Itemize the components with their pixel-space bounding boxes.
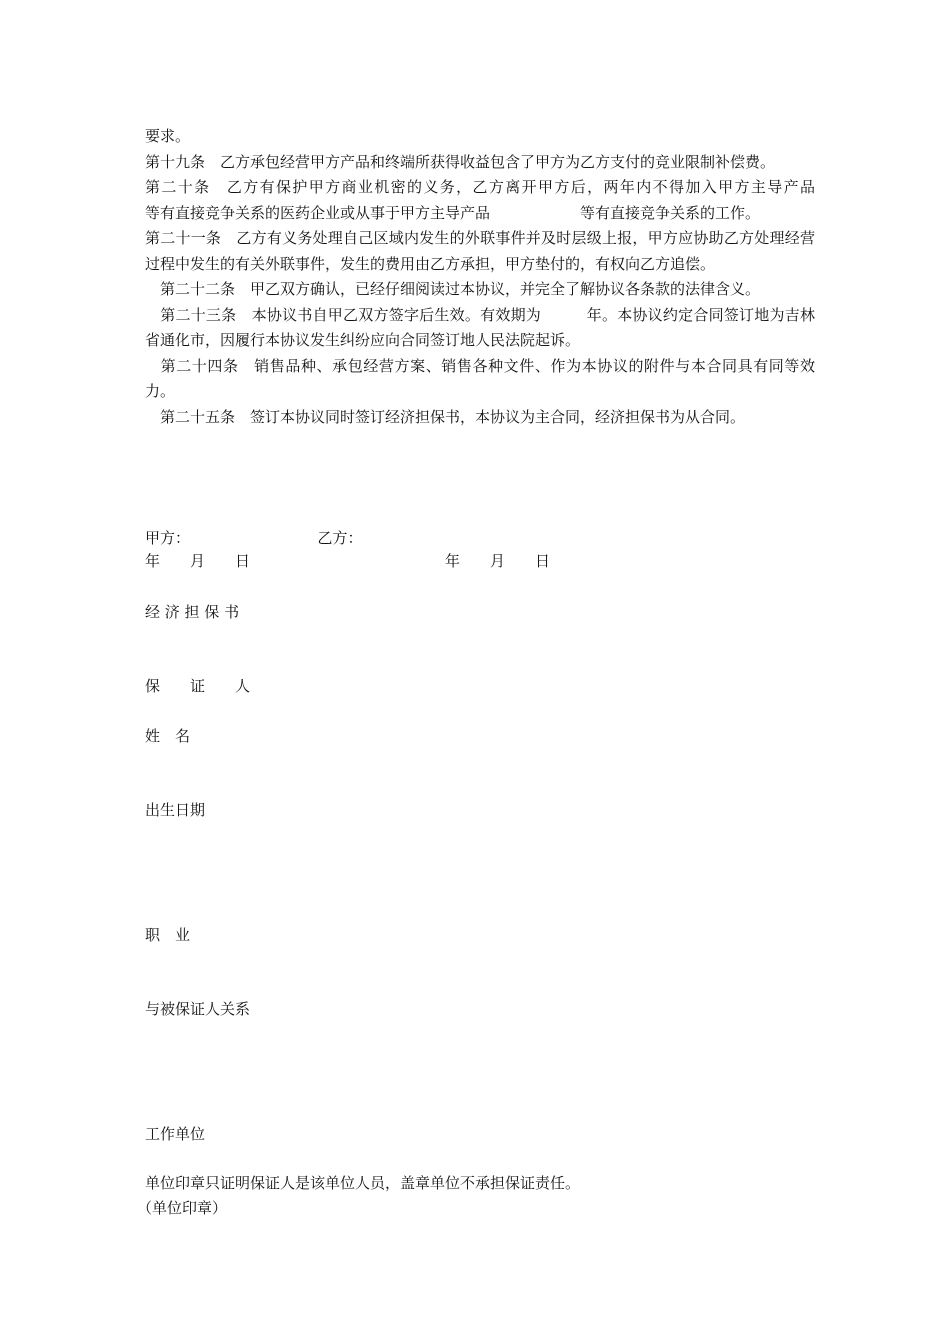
clause-end-text: 要求。 — [145, 127, 191, 145]
birth-date-label: 出生日期 — [145, 801, 206, 819]
clause-23: 第二十三条 本协议书自甲乙双方签字后生效。有效期为 年。本协议约定合同签订地为吉林省通化市，因履行本协议发生纠纷应向合同签订地人民法院起诉。 — [145, 305, 815, 349]
guarantor-label: 保 证 人 — [145, 677, 251, 695]
occupation-label: 职 业 — [145, 926, 191, 944]
contract-clauses — [145, 124, 906, 430]
guarantee-title: 经 济 担 保 书 — [145, 603, 240, 621]
stamp-label: （单位印章） — [137, 1199, 228, 1217]
clause-19: 第十九条 乙方承包经营甲方产品和终端所获得收益包含了甲方为乙方支付的竞业限制补偿费。 — [145, 152, 776, 171]
date-line: 年 月 日 年 月 日 — [145, 552, 551, 570]
relationship-label: 与被保证人关系 — [145, 1000, 251, 1018]
clause-22: 第二十二条 甲乙双方确认，已经仔细阅读过本协议，并完全了解协议各条款的法律含义。 — [145, 280, 761, 298]
clause-20: 第二十条 乙方有保护甲方商业机密的义务，乙方离开甲方后，两年内不得加入甲方主导产品 等有直接竞争关系的医药企业或从事于甲方主导产品 等有直接竞争关系的工作。 — [145, 178, 906, 222]
signature-line: 甲方： 乙方： — [145, 529, 363, 547]
clause-24: 第二十四条 销售品种、承包经营方案、销售各种文件、作为本协议的附件与本合同具有同等效力。 — [145, 356, 815, 400]
name-label: 姓 名 — [145, 727, 191, 745]
stamp-note: 单位印章只证明保证人是该单位人员，盖章单位不承担保证责任。 — [145, 1174, 581, 1192]
clause-21: 第二十一条 乙方有义务处理自己区域内发生的外联事件并及时层级上报，甲方应协助乙方处理经营过程中发生的有关外联事件，发生的费用由乙方承担，甲方垫付的，有权向乙方追偿。 — [145, 229, 815, 273]
clause-25: 第二十五条 签订本协议同时签订经济担保书，本协议为主合同，经济担保书为从合同。 — [145, 407, 746, 426]
workplace-label: 工作单位 — [145, 1125, 206, 1143]
